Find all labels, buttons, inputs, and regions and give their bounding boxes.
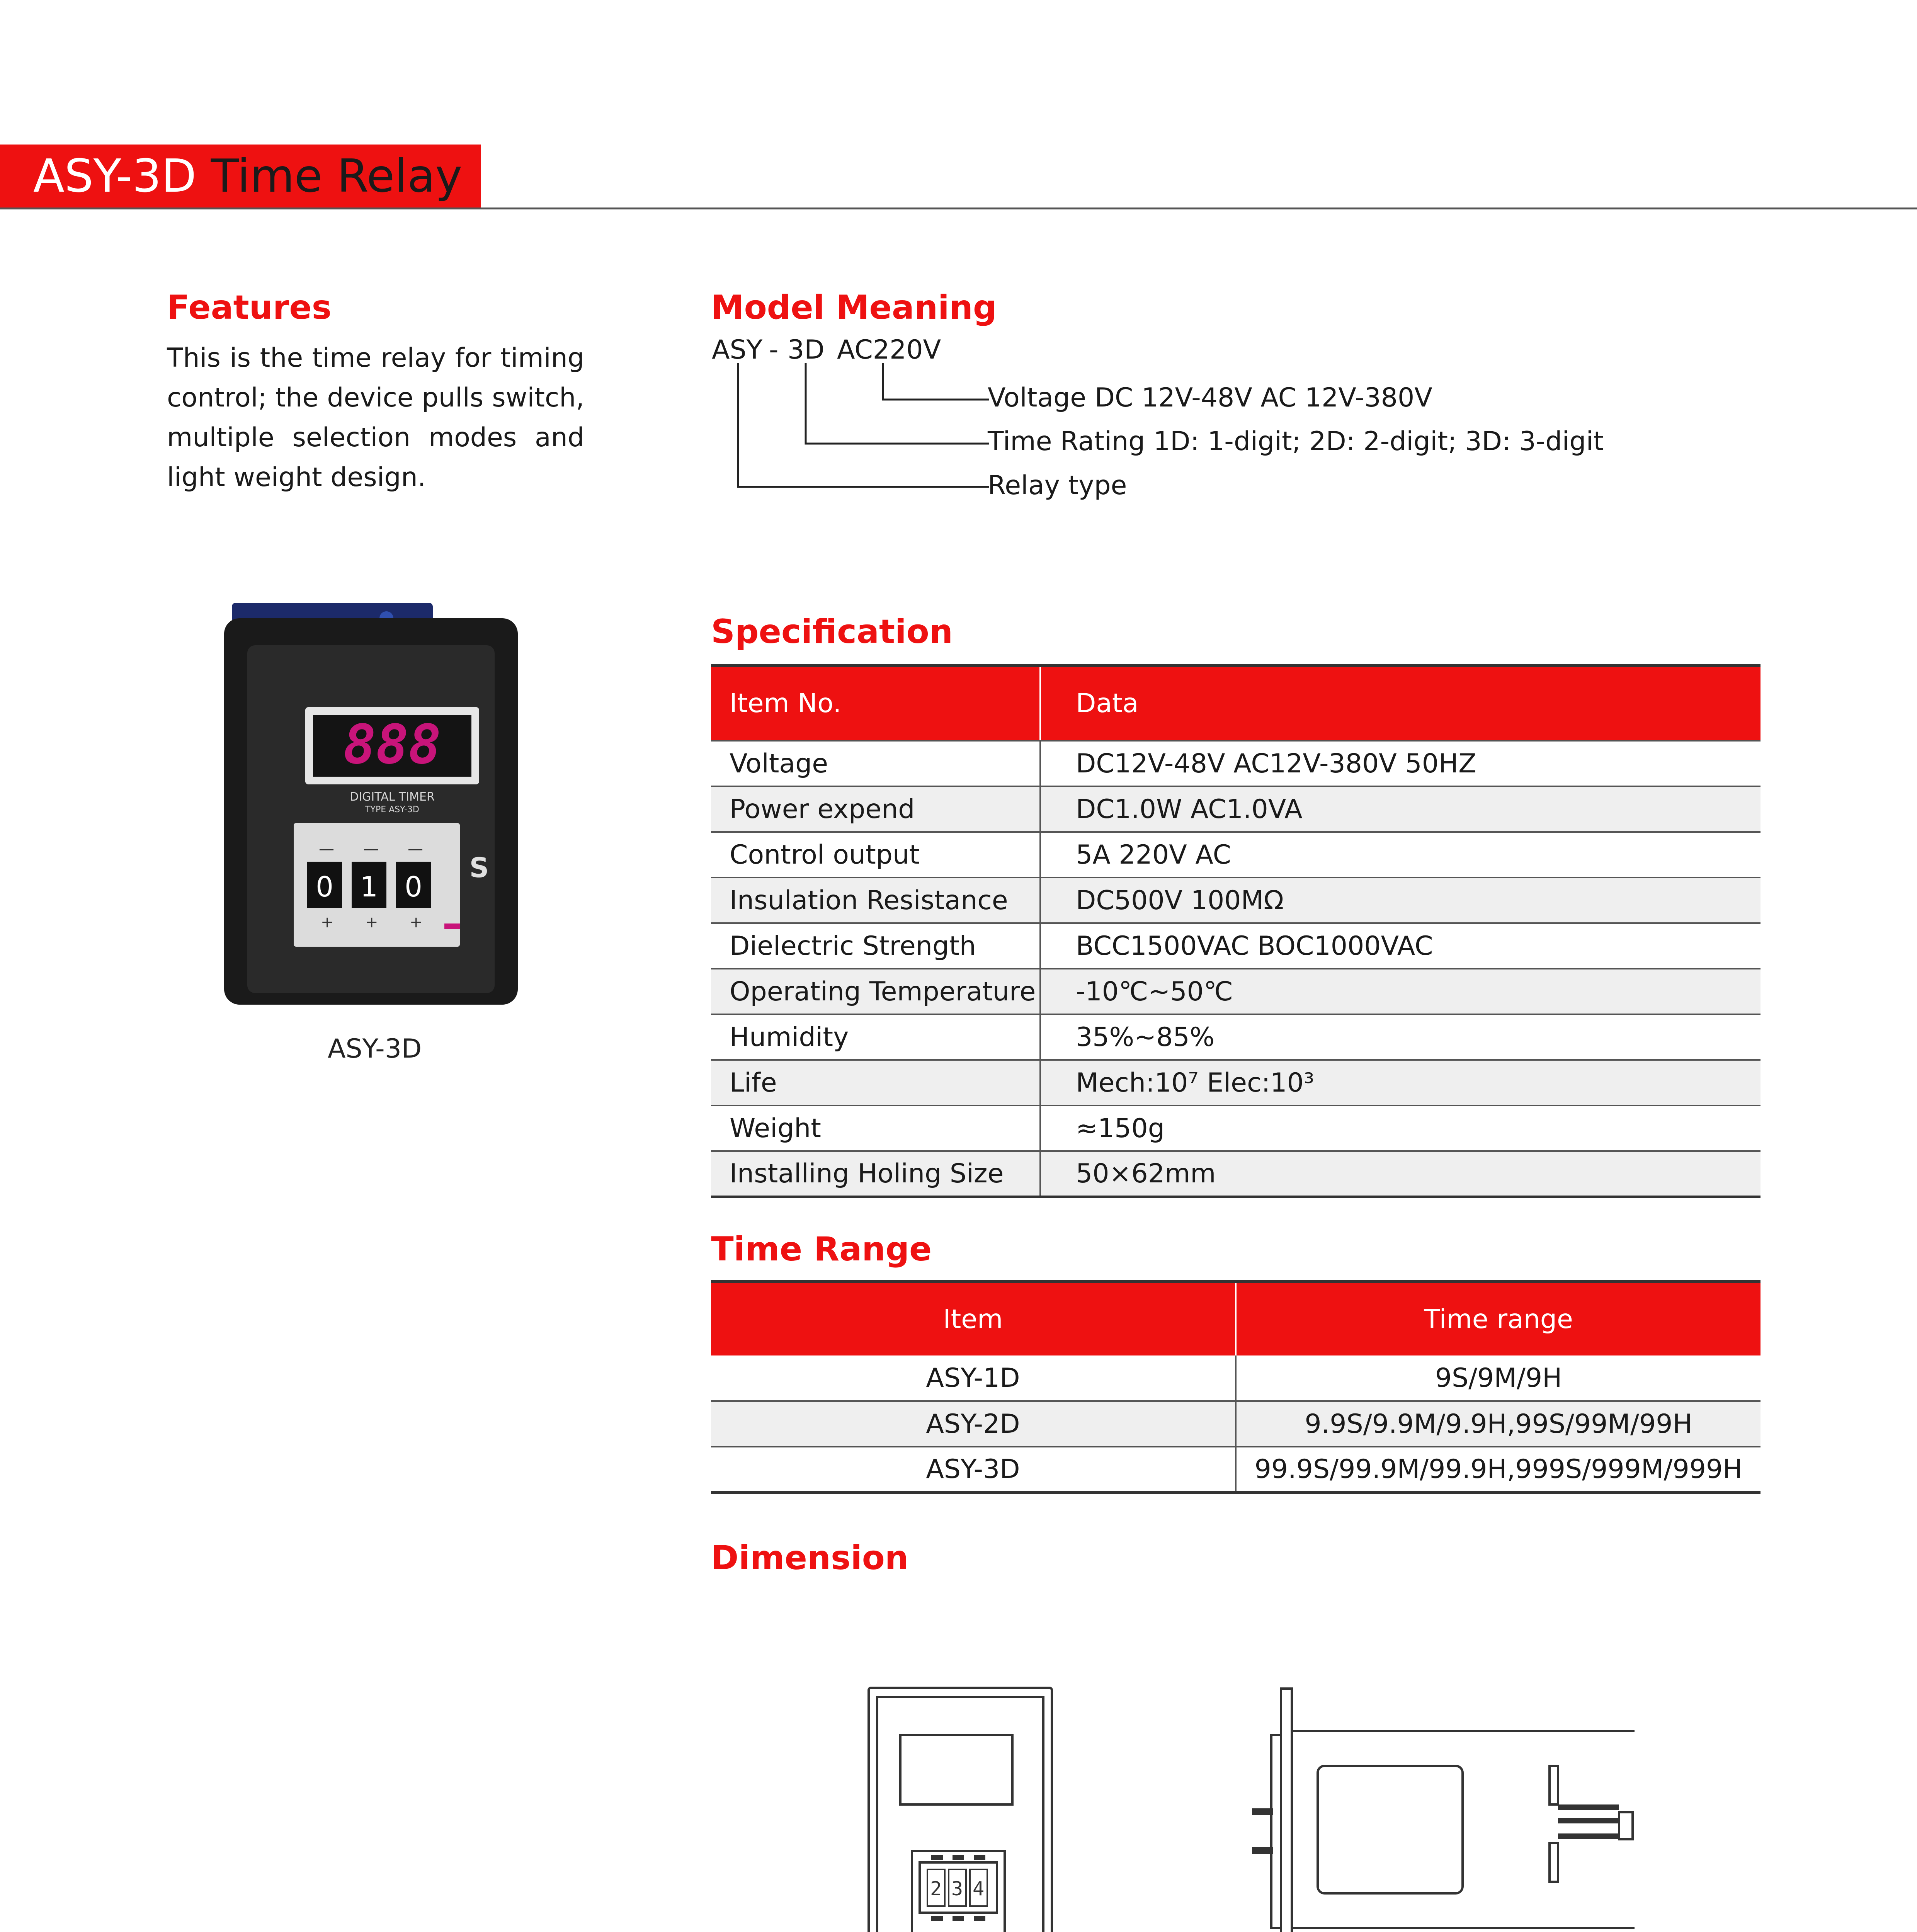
time-range-heading: Time Range bbox=[711, 1230, 932, 1269]
spec-item: Dielectric Strength bbox=[711, 923, 1040, 969]
spec-row bbox=[711, 741, 1761, 786]
spec-item: Humidity bbox=[711, 1014, 1040, 1060]
spec-row bbox=[711, 878, 1761, 923]
spec-item: Life bbox=[711, 1060, 1040, 1105]
spec-row bbox=[711, 923, 1761, 969]
spec-item: Installing Holing Size bbox=[711, 1151, 1040, 1197]
led-indicator bbox=[444, 923, 460, 929]
specification-heading: Specification bbox=[711, 612, 953, 651]
front-dial-digit-3: 4 bbox=[972, 1878, 985, 1900]
spec-row bbox=[711, 1105, 1761, 1151]
model-code-asy: ASY bbox=[712, 335, 763, 365]
product-caption: ASY-3D bbox=[328, 1034, 422, 1064]
time-range-value: 99.9S/99.9M/99.9H,999S/999M/999H bbox=[1236, 1447, 1761, 1492]
title-divider bbox=[0, 207, 1917, 209]
svg-text:—: — bbox=[408, 840, 423, 858]
spec-value: Mech:10⁷ Elec:10³ bbox=[1040, 1060, 1761, 1105]
svg-text:—: — bbox=[363, 840, 379, 858]
svg-text:+: + bbox=[321, 913, 334, 931]
time-range-row bbox=[711, 1355, 1761, 1401]
label-digital-timer: DIGITAL TIMER bbox=[350, 790, 435, 804]
spec-col-data: Data bbox=[1040, 665, 1761, 741]
time-range-item: ASY-1D bbox=[711, 1355, 1236, 1401]
svg-text:+: + bbox=[410, 913, 423, 931]
time-range-item: ASY-3D bbox=[711, 1447, 1236, 1492]
model-meaning-leader-lines bbox=[696, 359, 997, 495]
spec-item: Voltage bbox=[711, 741, 1040, 786]
front-dial-digit-1: 2 bbox=[930, 1878, 942, 1900]
dial-digit-2: 1 bbox=[360, 871, 378, 903]
model-meaning-heading: Model Meaning bbox=[711, 288, 997, 327]
front-dial-digit-2: 3 bbox=[951, 1878, 963, 1900]
unit-label: S bbox=[469, 852, 489, 884]
specification-table bbox=[711, 664, 1761, 1198]
time-range-col-item: Item bbox=[711, 1281, 1236, 1355]
spec-col-item: Item No. bbox=[711, 665, 1040, 741]
spec-item: Weight bbox=[711, 1105, 1040, 1151]
spec-header-row bbox=[711, 665, 1761, 741]
model-code-voltage: AC220V bbox=[837, 335, 941, 365]
model-code-3d: 3D bbox=[788, 335, 825, 365]
spec-row bbox=[711, 786, 1761, 832]
label-type: TYPE ASY-3D bbox=[365, 805, 419, 815]
title-rest: Time Relay bbox=[211, 149, 463, 202]
spec-value: BCC1500VAC BOC1000VAC bbox=[1040, 923, 1761, 969]
spec-item: Control output bbox=[711, 832, 1040, 878]
model-line-time-rating: Time Rating 1D: 1-digit; 2D: 2-digit; 3D: 3-digit bbox=[988, 426, 1604, 457]
dial-digit-1: 0 bbox=[316, 871, 333, 903]
svg-text:—: — bbox=[319, 840, 334, 858]
time-range-col-range: Time range bbox=[1236, 1281, 1761, 1355]
spec-item: Operating Temperature bbox=[711, 969, 1040, 1014]
features-heading: Features bbox=[167, 288, 332, 327]
product-photo bbox=[216, 595, 526, 1012]
front-view-drawing bbox=[862, 1681, 1059, 1932]
time-range-row bbox=[711, 1447, 1761, 1492]
spec-value: 50×62mm bbox=[1040, 1151, 1761, 1197]
spec-value: 35%~85% bbox=[1040, 1014, 1761, 1060]
spec-value: DC12V-48V AC12V-380V 50HZ bbox=[1040, 741, 1761, 786]
spec-value: ≈150g bbox=[1040, 1105, 1761, 1151]
spec-row bbox=[711, 1151, 1761, 1197]
dial-digit-3: 0 bbox=[405, 871, 422, 903]
spec-row bbox=[711, 969, 1761, 1014]
spec-value: -10℃~50℃ bbox=[1040, 969, 1761, 1014]
spec-row bbox=[711, 832, 1761, 878]
time-range-item: ASY-2D bbox=[711, 1401, 1236, 1447]
spec-row bbox=[711, 1014, 1761, 1060]
spec-item: Insulation Resistance bbox=[711, 878, 1040, 923]
spec-value: DC1.0W AC1.0VA bbox=[1040, 786, 1761, 832]
title-model: ASY-3D bbox=[33, 149, 197, 202]
page-title bbox=[33, 145, 462, 207]
time-range-header-row bbox=[711, 1281, 1761, 1355]
spec-item: Power expend bbox=[711, 786, 1040, 832]
time-range-row bbox=[711, 1401, 1761, 1447]
spec-row bbox=[711, 1060, 1761, 1105]
model-code-dash: - bbox=[769, 335, 779, 365]
time-range-table bbox=[711, 1280, 1761, 1494]
spec-value: 5A 220V AC bbox=[1040, 832, 1761, 878]
dimension-heading: Dimension bbox=[711, 1539, 909, 1577]
model-line-relay-type: Relay type bbox=[988, 470, 1127, 501]
display-digits: 888 bbox=[343, 713, 441, 776]
model-line-voltage: Voltage DC 12V-48V AC 12V-380V bbox=[988, 383, 1432, 413]
features-text: This is the time relay for timing control; the device pulls switch, multiple selection modes and light weight design. bbox=[167, 343, 584, 493]
spec-value: DC500V 100MΩ bbox=[1040, 878, 1761, 923]
time-range-value: 9S/9M/9H bbox=[1236, 1355, 1761, 1401]
svg-text:+: + bbox=[365, 913, 378, 931]
side-view-drawing bbox=[1240, 1685, 1635, 1932]
time-range-value: 9.9S/9.9M/9.9H,99S/99M/99H bbox=[1236, 1401, 1761, 1447]
